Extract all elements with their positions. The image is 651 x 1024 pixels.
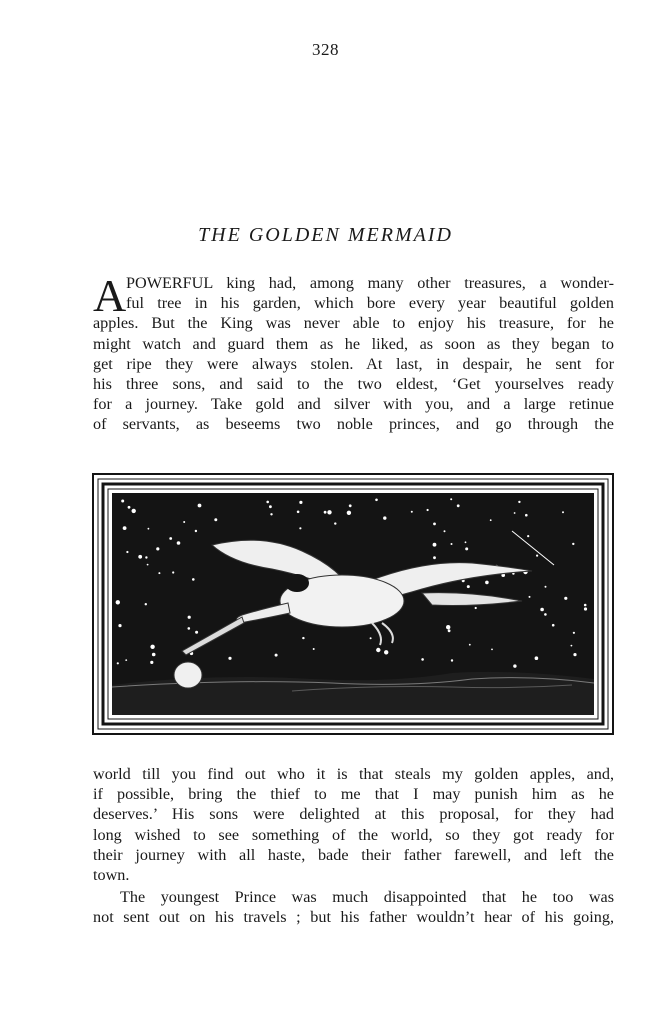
star [584, 607, 587, 610]
star [450, 498, 452, 500]
star [451, 543, 453, 545]
star [444, 530, 446, 532]
star [269, 505, 272, 508]
star [188, 627, 191, 630]
star [427, 509, 429, 511]
star [529, 596, 531, 598]
star [518, 501, 520, 503]
star [584, 604, 587, 607]
text-line: if possible, bring the thief to me that I may punish him as he [93, 785, 614, 804]
star [266, 501, 269, 504]
text-line: apples. But the King was never able to enjoy his treasure, for he [93, 314, 614, 333]
text-line: his three sons, and said to the two eldest, ‘Get yourselves ready [93, 374, 614, 393]
star [490, 519, 492, 521]
star [370, 637, 372, 639]
star [451, 659, 453, 661]
star [150, 645, 154, 649]
star [469, 644, 471, 646]
star [302, 637, 304, 639]
star [564, 597, 567, 600]
star [145, 603, 147, 605]
star [128, 506, 131, 509]
text-line: their journey with all haste, bade their father farewell, and left the [93, 845, 614, 864]
star [147, 564, 149, 566]
star [446, 625, 450, 629]
star [376, 648, 380, 652]
star [313, 648, 315, 650]
star [433, 523, 436, 526]
star [544, 613, 547, 616]
star [465, 547, 468, 550]
star [192, 578, 195, 581]
star [138, 555, 142, 559]
star [421, 658, 424, 661]
star [125, 659, 127, 661]
star [545, 586, 547, 588]
drop-cap: A [93, 270, 127, 321]
star [275, 654, 278, 657]
star [214, 518, 217, 521]
star [513, 664, 516, 667]
star [433, 543, 437, 547]
star [562, 511, 564, 513]
star [375, 499, 378, 502]
star [150, 661, 153, 664]
text-line: get ripe they were always stolen. At last, in despair, he sent for [93, 354, 614, 373]
star [158, 572, 160, 574]
star [383, 516, 386, 519]
chapter-title: THE GOLDEN MERMAID [198, 224, 453, 246]
star [552, 624, 555, 627]
star [183, 521, 185, 523]
star [132, 509, 136, 513]
star [448, 629, 451, 632]
star [334, 522, 336, 524]
text-line: long wished to see something of the world, so they got ready for [93, 825, 614, 844]
paragraph-2 [93, 764, 614, 885]
star [188, 616, 191, 619]
star [573, 632, 575, 634]
golden-apple [174, 662, 202, 688]
star [118, 624, 121, 627]
star [228, 657, 231, 660]
star [536, 555, 538, 557]
star [126, 551, 128, 553]
star [457, 504, 460, 507]
star [172, 571, 174, 573]
text-line: might watch and guard them as he liked, as soon as they began to [93, 334, 614, 353]
star [347, 511, 351, 515]
star [148, 528, 150, 530]
star [123, 526, 127, 530]
star [527, 535, 529, 537]
star [156, 547, 159, 550]
star [116, 600, 120, 604]
star [525, 514, 528, 517]
text-line: POWERFUL king had, among many other treasures, a wonder- [126, 274, 614, 292]
text-line: The youngest Prince was much disappointed that he too was [120, 888, 614, 906]
star [121, 500, 124, 503]
star [198, 504, 202, 508]
star [433, 556, 436, 559]
star [411, 511, 413, 513]
star [514, 512, 516, 514]
text-line: of servants, as beseems two noble princes, and go through the [93, 415, 614, 434]
star [177, 541, 181, 545]
star [349, 504, 352, 507]
star [327, 510, 331, 514]
text-line: ful tree in his garden, which bore every year beautiful golden [126, 294, 614, 313]
star [297, 511, 300, 514]
text-line: town. [93, 865, 130, 884]
star [535, 656, 539, 660]
text-line: world till you find out who it is that steals my golden apples, and, [93, 765, 614, 783]
illustration-bird-night [92, 473, 614, 735]
page-number: 328 [312, 40, 339, 59]
star [299, 527, 301, 529]
star [195, 631, 198, 634]
paragraph-1 [93, 270, 614, 435]
paragraph-3 [93, 887, 614, 927]
star [491, 649, 493, 651]
text-line: for a journey. Take gold and silver with you, and a large retinue [93, 395, 614, 414]
star [571, 645, 573, 647]
star [169, 537, 172, 540]
bird-eye-mark [285, 574, 309, 592]
star [475, 607, 477, 609]
star [117, 662, 119, 664]
star [572, 543, 574, 545]
star [573, 653, 576, 656]
star [485, 581, 489, 585]
star [270, 513, 272, 515]
star [324, 511, 327, 514]
star [467, 585, 470, 588]
text-line: not sent out on his travels ; but his father wouldn’t hear of his going, [93, 908, 614, 927]
star [465, 541, 467, 543]
star [195, 530, 197, 532]
star [299, 501, 302, 504]
star [540, 608, 544, 612]
text-line: deserves.’ His sons were delighted at this proposal, for they had [93, 805, 614, 824]
star [145, 556, 147, 558]
star [152, 653, 156, 657]
star [384, 650, 388, 654]
